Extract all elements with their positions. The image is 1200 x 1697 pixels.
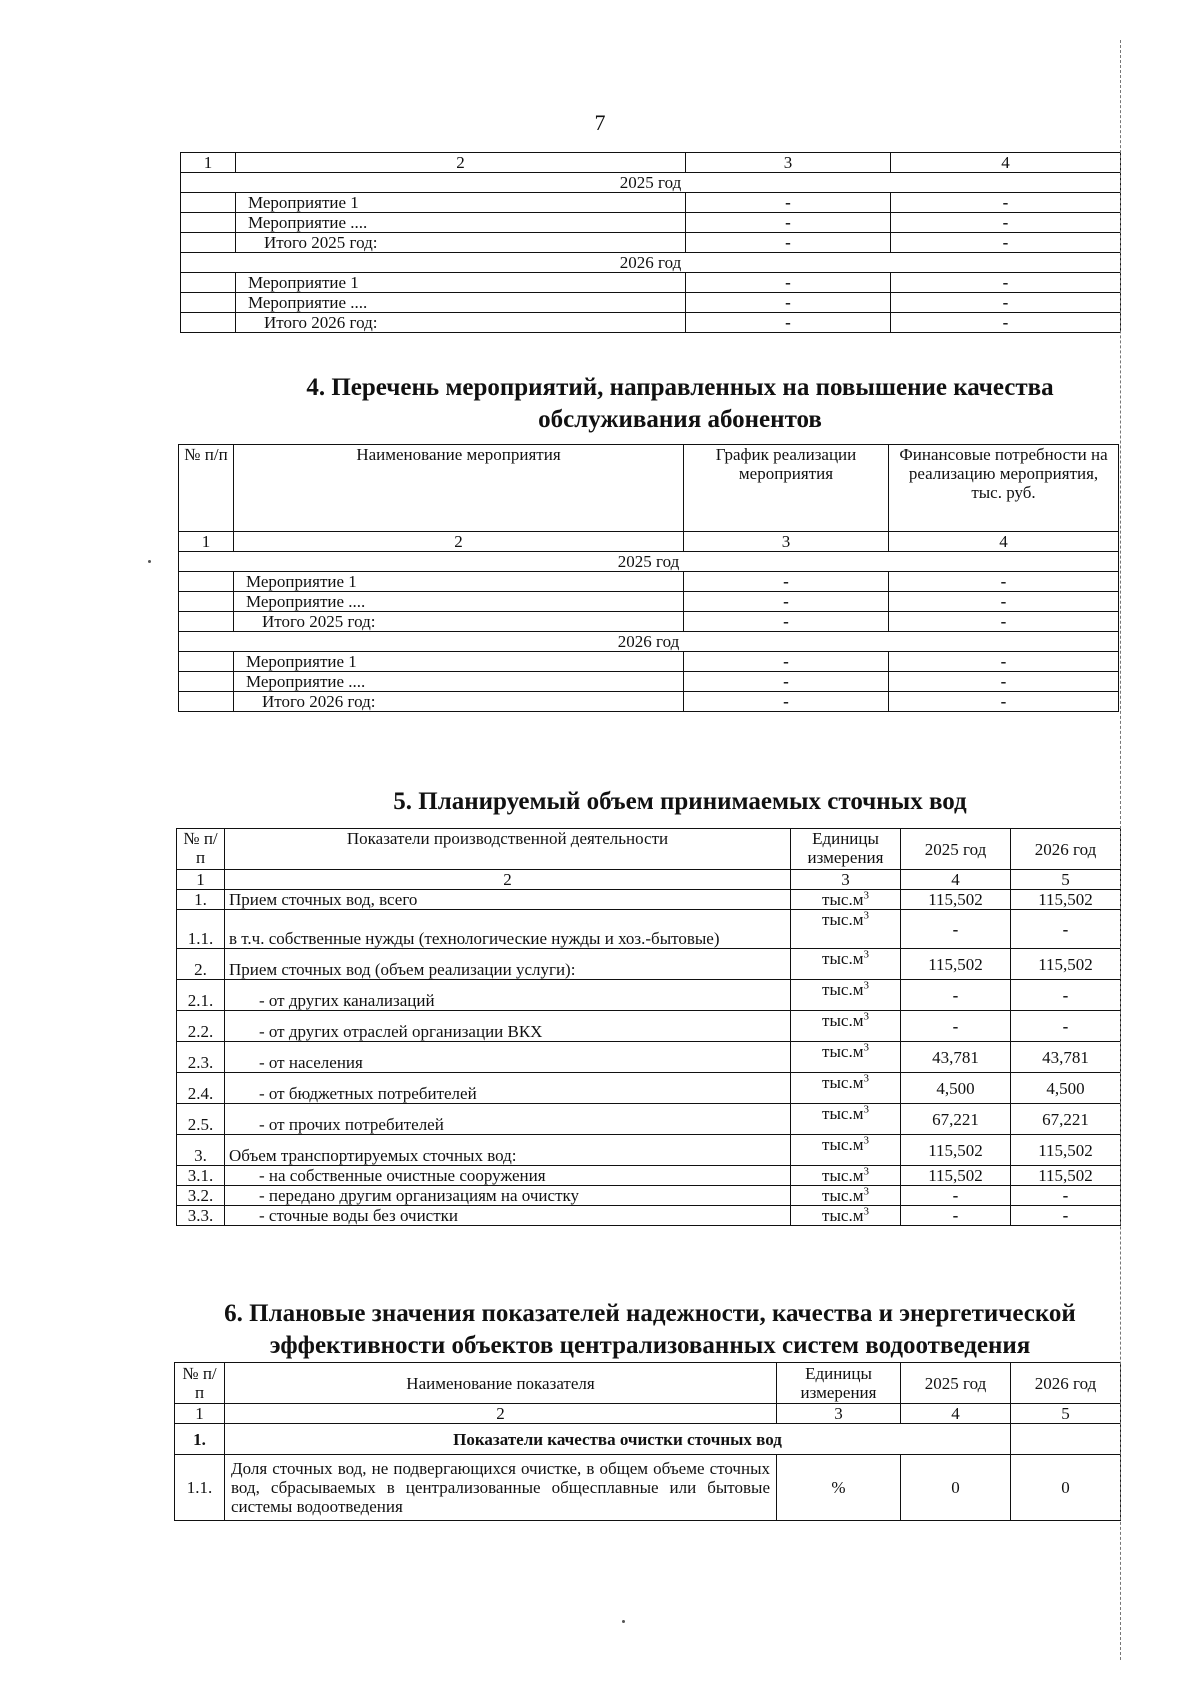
indicator-name: - сточные воды без очистки <box>225 1206 791 1226</box>
unit-base: тыс.м <box>822 949 864 968</box>
empty-cell <box>179 692 234 712</box>
unit-base: тыс.м <box>822 1104 864 1123</box>
header-2026: 2026 год <box>1011 1363 1121 1404</box>
table-row <box>177 890 1121 910</box>
year-row <box>181 173 1121 193</box>
item-value: - <box>684 612 889 632</box>
indicator-name: - от других отраслей организации ВКХ <box>225 1011 791 1042</box>
table-row <box>177 870 1121 890</box>
year-label: 2026 год <box>179 632 1119 652</box>
unit-cell <box>791 890 901 910</box>
empty-cell <box>179 672 234 692</box>
item-value: - <box>889 592 1119 612</box>
table-row <box>177 1073 1121 1104</box>
header-schedule: График реализации мероприятия <box>684 445 889 532</box>
item-value: - <box>891 273 1121 293</box>
header-number: № п/п <box>179 445 234 532</box>
empty-cell <box>1011 1424 1121 1455</box>
col-number-cell: 1 <box>177 870 225 890</box>
item-name: Итого 2025 год: <box>236 233 686 253</box>
header-number: № п/п <box>175 1363 225 1404</box>
table-row <box>177 949 1121 980</box>
unit-cell <box>791 1104 901 1135</box>
section4-title-line2: обслуживания абонентов <box>538 406 822 433</box>
col-number-cell: 3 <box>777 1404 901 1424</box>
item-value: - <box>891 293 1121 313</box>
section6-table <box>174 1362 1121 1521</box>
col-number-cell: 3 <box>684 532 889 552</box>
table-row <box>177 910 1121 949</box>
unit-base: тыс.м <box>822 980 864 999</box>
value-2025: 67,221 <box>901 1104 1011 1135</box>
year-label: 2025 год <box>181 173 1121 193</box>
header-name: Наименование показателя <box>225 1363 777 1404</box>
header-finance: Финансовые потребности на реализацию мероприятия, тыс. руб. <box>889 445 1119 532</box>
section5-rows <box>177 890 1121 1226</box>
value-2026: 4,500 <box>1011 1073 1121 1104</box>
item-name: Мероприятие .... <box>236 293 686 313</box>
year-label: 2026 год <box>181 253 1121 273</box>
unit-cell <box>791 1011 901 1042</box>
group-row <box>175 1424 1121 1455</box>
unit-base: тыс.м <box>822 910 864 929</box>
item-name: Мероприятие 1 <box>234 572 684 592</box>
value-2026: 115,502 <box>1011 1135 1121 1166</box>
item-value: - <box>891 193 1121 213</box>
value-2025: - <box>901 1186 1011 1206</box>
unit-cell <box>791 1135 901 1166</box>
item-name: Мероприятие .... <box>236 213 686 233</box>
item-name: Мероприятие .... <box>234 672 684 692</box>
section4-heading <box>240 372 1120 436</box>
unit-exponent: 3 <box>863 948 869 961</box>
scan-edge-line <box>1120 40 1121 1660</box>
indicator-name: - от прочих потребителей <box>225 1104 791 1135</box>
col-number-cell: 2 <box>234 532 684 552</box>
header-name: Показатели производственной деятельности <box>225 829 791 870</box>
unit-exponent: 3 <box>863 979 869 992</box>
table-row <box>177 1011 1121 1042</box>
section6-title-line2: эффективности объектов централизованных систем водоотведения <box>269 1332 1031 1359</box>
indicator-name: в т.ч. собственные нужды (технологические нужды и хоз.-бытовые) <box>225 910 791 949</box>
row-number: 1.1. <box>177 910 225 949</box>
header-name: Наименование мероприятия <box>234 445 684 532</box>
value-2025: - <box>901 910 1011 949</box>
item-value: - <box>684 572 889 592</box>
empty-cell <box>179 592 234 612</box>
unit-base: тыс.м <box>822 1135 864 1154</box>
row-number: 3.1. <box>177 1166 225 1186</box>
section5-heading <box>240 786 1120 818</box>
col-number-cell: 1 <box>175 1404 225 1424</box>
table-row <box>177 1104 1121 1135</box>
item-value: - <box>891 233 1121 253</box>
empty-cell <box>181 293 236 313</box>
item-name: Итого 2026 год: <box>234 692 684 712</box>
indicator-unit: % <box>777 1455 901 1521</box>
value-2026: - <box>1011 910 1121 949</box>
unit-base: тыс.м <box>822 1186 864 1205</box>
row-number: 2.1. <box>177 980 225 1011</box>
col-number-cell: 4 <box>889 532 1119 552</box>
row-number: 3.2. <box>177 1186 225 1206</box>
table-row <box>179 532 1119 552</box>
empty-cell <box>181 273 236 293</box>
table-row <box>181 233 1121 253</box>
item-name: Итого 2025 год: <box>234 612 684 632</box>
unit-exponent: 3 <box>863 1041 869 1054</box>
empty-cell <box>179 652 234 672</box>
header-2026: 2026 год <box>1011 829 1121 870</box>
col-number-cell: 4 <box>901 1404 1011 1424</box>
header-unit: Единицы измерения <box>777 1363 901 1404</box>
indicator-name: - от других канализаций <box>225 980 791 1011</box>
item-name: Итого 2026 год: <box>236 313 686 333</box>
unit-base: тыс.м <box>822 890 864 909</box>
unit-exponent: 3 <box>863 1072 869 1085</box>
unit-cell <box>791 910 901 949</box>
col-number-cell: 4 <box>901 870 1011 890</box>
header-unit: Единицы измерения <box>791 829 901 870</box>
row-number: 2.4. <box>177 1073 225 1104</box>
col-number-cell: 1 <box>181 153 236 173</box>
value-2025: - <box>901 980 1011 1011</box>
empty-cell <box>179 572 234 592</box>
col-number-cell: 5 <box>1011 870 1121 890</box>
table-row <box>181 293 1121 313</box>
header-2025: 2025 год <box>901 1363 1011 1404</box>
col-number-cell: 3 <box>791 870 901 890</box>
header-number: № п/п <box>177 829 225 870</box>
group-number: 1. <box>175 1424 225 1455</box>
table-row <box>181 153 1121 173</box>
table-header-row <box>179 445 1119 532</box>
value-2025: 115,502 <box>901 1135 1011 1166</box>
indicator-name: Доля сточных вод, не подвергающихся очистке, в общем объеме сточных вод, сбрасываемых в централизованные общесплавные или бытовые системы водоотведения <box>225 1455 777 1521</box>
value-2026: - <box>1011 980 1121 1011</box>
col-number-cell: 2 <box>225 1404 777 1424</box>
value-2025: 115,502 <box>901 1166 1011 1186</box>
year-row <box>181 253 1121 273</box>
item-value: - <box>891 313 1121 333</box>
unit-exponent: 3 <box>863 1103 869 1116</box>
unit-exponent: 3 <box>863 909 869 922</box>
page-number: 7 <box>594 110 606 135</box>
unit-cell <box>791 1186 901 1206</box>
item-name: Мероприятие 1 <box>236 193 686 213</box>
col-number-cell: 2 <box>225 870 791 890</box>
table-row <box>177 1186 1121 1206</box>
unit-cell <box>791 1073 901 1104</box>
value-2025: 4,500 <box>901 1073 1011 1104</box>
table-row <box>177 1042 1121 1073</box>
table-row <box>181 273 1121 293</box>
table-row <box>179 672 1119 692</box>
unit-cell <box>791 980 901 1011</box>
section4-title-line1: 4. Перечень мероприятий, направленных на повышение качества <box>306 374 1054 401</box>
unit-exponent: 3 <box>863 1165 869 1178</box>
item-value: - <box>684 692 889 712</box>
item-value: - <box>684 672 889 692</box>
item-value: - <box>889 572 1119 592</box>
unit-exponent: 3 <box>863 1205 869 1218</box>
row-number: 1.1. <box>175 1455 225 1521</box>
indicator-name: Объем транспортируемых сточных вод: <box>225 1135 791 1166</box>
unit-cell <box>791 949 901 980</box>
value-2026: 67,221 <box>1011 1104 1121 1135</box>
value-2026: - <box>1011 1186 1121 1206</box>
item-value: - <box>686 213 891 233</box>
unit-base: тыс.м <box>822 1166 864 1185</box>
empty-cell <box>181 313 236 333</box>
indicator-name: - от бюджетных потребителей <box>225 1073 791 1104</box>
item-value: - <box>686 293 891 313</box>
item-value: - <box>889 692 1119 712</box>
value-2025: 115,502 <box>901 890 1011 910</box>
unit-cell <box>791 1166 901 1186</box>
item-name: Мероприятие .... <box>234 592 684 612</box>
empty-cell <box>179 612 234 632</box>
indicator-2025: 0 <box>901 1455 1011 1521</box>
item-value: - <box>684 652 889 672</box>
value-2026: 115,502 <box>1011 949 1121 980</box>
unit-exponent: 3 <box>863 1010 869 1023</box>
indicator-name: Прием сточных вод (объем реализации услуги): <box>225 949 791 980</box>
unit-cell <box>791 1042 901 1073</box>
unit-exponent: 3 <box>863 889 869 902</box>
scan-dot <box>622 1620 625 1623</box>
section6-title-line1: 6. Плановые значения показателей надежности, качества и энергетической <box>224 1300 1076 1327</box>
item-value: - <box>889 652 1119 672</box>
col-number-cell: 1 <box>179 532 234 552</box>
col-number-cell: 4 <box>891 153 1121 173</box>
unit-base: тыс.м <box>822 1011 864 1030</box>
col-number-cell: 2 <box>236 153 686 173</box>
item-name: Мероприятие 1 <box>234 652 684 672</box>
scan-dot <box>148 560 151 563</box>
indicator-name: - от населения <box>225 1042 791 1073</box>
indicator-name: - передано другим организациям на очистку <box>225 1186 791 1206</box>
group-title: Показатели качества очистки сточных вод <box>225 1424 1011 1455</box>
section4-table <box>178 444 1119 712</box>
item-value: - <box>889 672 1119 692</box>
value-2025: 43,781 <box>901 1042 1011 1073</box>
indicator-2026: 0 <box>1011 1455 1121 1521</box>
year-label: 2025 год <box>179 552 1119 572</box>
empty-cell <box>181 213 236 233</box>
unit-base: тыс.м <box>822 1206 864 1225</box>
section5-table <box>176 828 1121 1226</box>
value-2026: 43,781 <box>1011 1042 1121 1073</box>
table-row <box>175 1455 1121 1521</box>
table-row <box>177 1206 1121 1226</box>
value-2026: - <box>1011 1206 1121 1226</box>
year-row <box>179 552 1119 572</box>
unit-base: тыс.м <box>822 1042 864 1061</box>
item-value: - <box>686 273 891 293</box>
table-row <box>179 592 1119 612</box>
row-number: 2.2. <box>177 1011 225 1042</box>
table-row <box>179 692 1119 712</box>
unit-exponent: 3 <box>863 1185 869 1198</box>
header-2025: 2025 год <box>901 829 1011 870</box>
item-value: - <box>891 213 1121 233</box>
table-row <box>181 313 1121 333</box>
item-value: - <box>686 313 891 333</box>
table-row <box>181 213 1121 233</box>
value-2025: 115,502 <box>901 949 1011 980</box>
value-2025: - <box>901 1206 1011 1226</box>
value-2026: - <box>1011 1011 1121 1042</box>
unit-base: тыс.м <box>822 1073 864 1092</box>
item-value: - <box>684 592 889 612</box>
unit-exponent: 3 <box>863 1134 869 1147</box>
table-row <box>179 572 1119 592</box>
year-row <box>179 632 1119 652</box>
value-2026: 115,502 <box>1011 1166 1121 1186</box>
row-number: 2. <box>177 949 225 980</box>
row-number: 2.5. <box>177 1104 225 1135</box>
table-row <box>177 980 1121 1011</box>
col-number-cell: 3 <box>686 153 891 173</box>
row-number: 2.3. <box>177 1042 225 1073</box>
table-row <box>177 1135 1121 1166</box>
table3-continuation <box>180 152 1121 333</box>
table-row <box>181 193 1121 213</box>
item-value: - <box>686 233 891 253</box>
section5-title: 5. Планируемый объем принимаемых сточных вод <box>393 788 967 815</box>
table-row <box>175 1404 1121 1424</box>
value-2026: 115,502 <box>1011 890 1121 910</box>
value-2025: - <box>901 1011 1011 1042</box>
item-name: Мероприятие 1 <box>236 273 686 293</box>
indicator-name: - на собственные очистные сооружения <box>225 1166 791 1186</box>
table-header-row <box>175 1363 1121 1404</box>
section6-heading <box>180 1298 1120 1362</box>
item-value: - <box>889 612 1119 632</box>
indicator-name: Прием сточных вод, всего <box>225 890 791 910</box>
row-number: 3.3. <box>177 1206 225 1226</box>
empty-cell <box>181 233 236 253</box>
row-number: 1. <box>177 890 225 910</box>
table-header-row <box>177 829 1121 870</box>
table-row <box>179 652 1119 672</box>
col-number-cell: 5 <box>1011 1404 1121 1424</box>
table-row <box>179 612 1119 632</box>
unit-cell <box>791 1206 901 1226</box>
empty-cell <box>181 193 236 213</box>
table-row <box>177 1166 1121 1186</box>
row-number: 3. <box>177 1135 225 1166</box>
item-value: - <box>686 193 891 213</box>
